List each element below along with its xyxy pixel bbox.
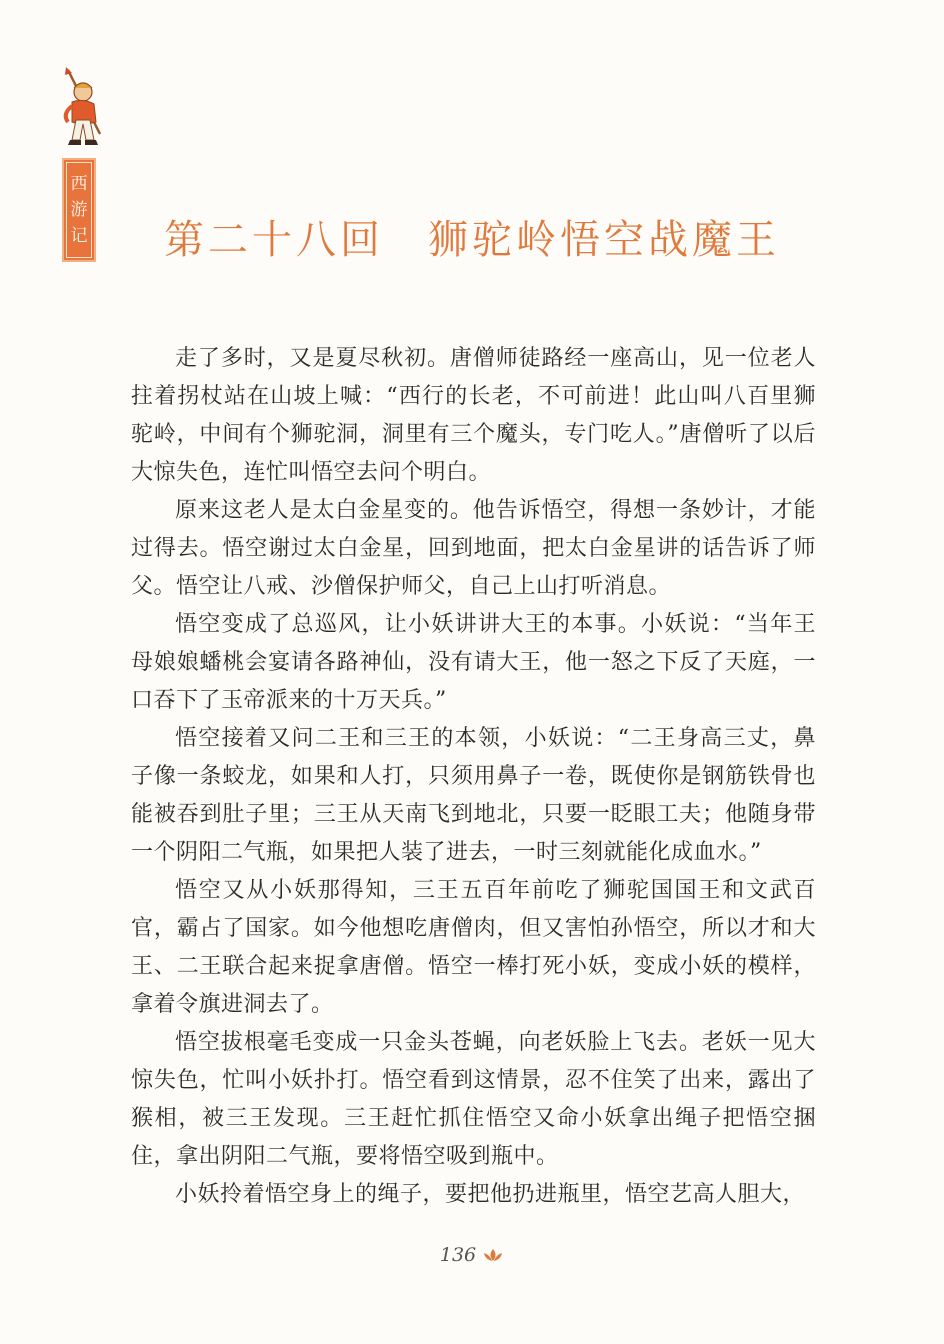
monkey-king-illustration <box>50 64 116 156</box>
paragraph: 悟空接着又问二王和三王的本领，小妖说：“二王身高三丈，鼻子像一条蛟龙，如果和人打，只须用鼻子一卷，既使你是钢筋铁骨也能被吞到肚子里；三王从天南飞到地北，只要一眨眼工夫；他随身带一个阴阳二气瓶，如果把人装了进去，一时三刻就能化成血水。” <box>131 726 816 865</box>
chapter-heading <box>0 208 944 265</box>
side-tab-char: 西 <box>70 174 88 194</box>
paragraph: 原来这老人是太白金星变的。他告诉悟空，得想一条妙计，才能过得去。悟空谢过太白金星，回到地面，把太白金星讲的话告诉了师父。悟空让八戒、沙僧保护师父，自己上山打听消息。 <box>131 498 816 599</box>
page-number: 136 <box>439 1244 477 1266</box>
side-tab-char: 记 <box>70 226 88 246</box>
paragraph: 走了多时，又是夏尽秋初。唐僧师徒路经一座高山，见一位老人拄着拐杖站在山坡上喊：“西行的长老，不可前进！此山叫八百里狮驼岭，中间有个狮驼洞，洞里有三个魔头，专门吃人。”唐僧听了以后大惊失色，连忙叫悟空去问个明白。 <box>131 346 816 485</box>
paragraph: 悟空又从小妖那得知，三王五百年前吃了狮驼国国王和文武百官，霸占了国家。如今他想吃唐僧肉，但又害怕孙悟空，所以才和大王、二王联合起来捉拿唐僧。悟空一棒打死小妖，变成小妖的模样，拿着令旗进洞去了。 <box>131 878 816 1017</box>
paragraph: 悟空拔根毫毛变成一只金头苍蝇，向老妖脸上飞去。老妖一见大惊失色，忙叫小妖扑打。悟空看到这情景，忍不住笑了出来，露出了猴相，被三王发现。三王赶忙抓住悟空又命小妖拿出绳子把悟空捆住，拿出阴阳二气瓶，要将悟空吸到瓶中。 <box>131 1030 816 1169</box>
lotus-leaf-icon <box>482 1246 504 1262</box>
side-tab-char: 游 <box>70 200 88 220</box>
paragraph: 悟空变成了总巡风，让小妖讲讲大王的本事。小妖说：“当年王母娘娘蟠桃会宴请各路神仙，没有请大王，他一怒之下反了天庭，一口吞下了玉帝派来的十万天兵。” <box>131 612 816 713</box>
paragraph: 小妖拎着悟空身上的绳子，要把他扔进瓶里，悟空艺高人胆大， <box>175 1182 806 1207</box>
chapter-title: 狮驼岭悟空战魔王 <box>428 217 780 263</box>
page-footer <box>0 1244 944 1266</box>
chapter-number: 第二十八回 <box>164 217 384 263</box>
chapter-body <box>131 340 816 1214</box>
